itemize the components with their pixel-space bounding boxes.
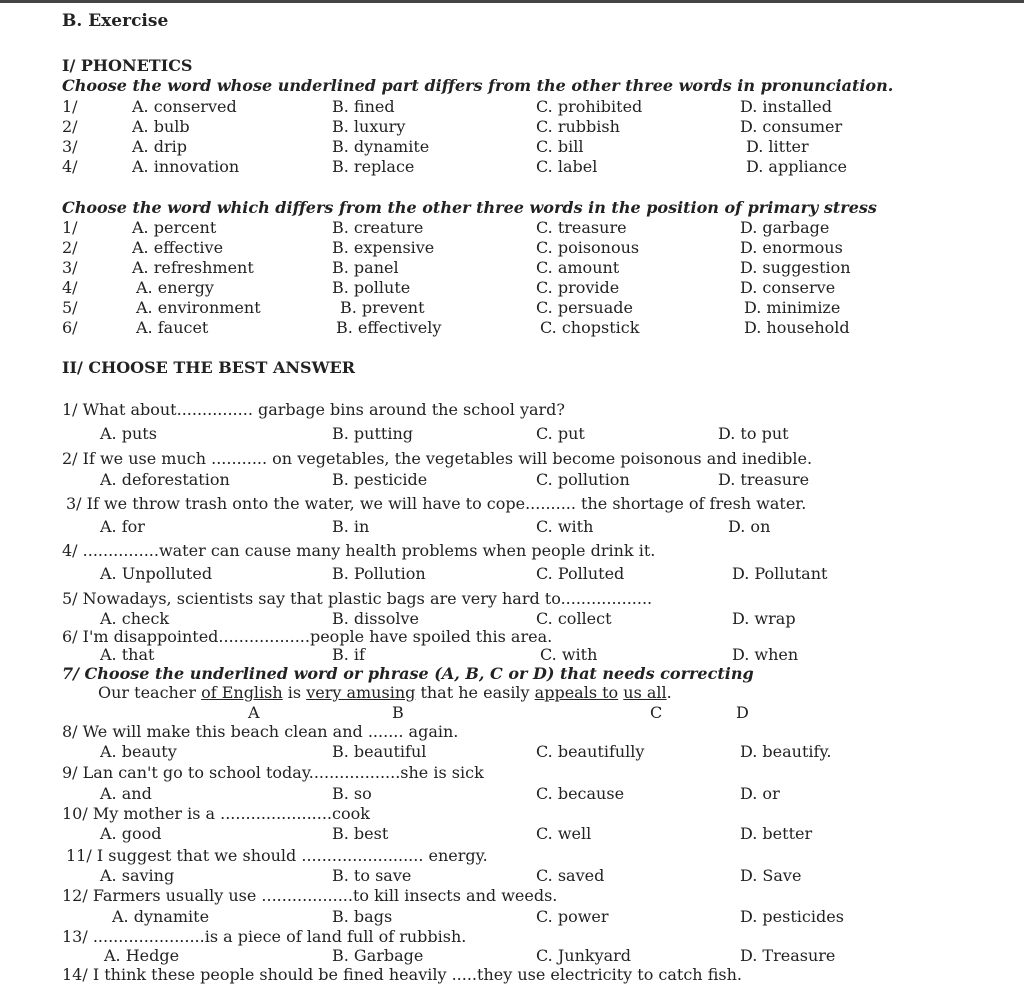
option-a: A. refreshment [132,258,254,277]
question-number: 6/ [62,318,78,337]
option-d: D. minimize [744,298,841,317]
question-text: 8/ We will make this beach clean and ....... again. [62,722,459,741]
q7-instruction: 7/ Choose the underlined word or phrase (A, B, C or D) that needs correcting [62,664,754,683]
option-b: B. panel [332,258,399,277]
option-a: A. effective [132,238,224,257]
option-b: B. to save [332,866,412,885]
question-text: 9/ Lan can't go to school today..................she is sick [62,763,484,782]
option-c: C. amount [536,258,620,277]
option-c: C. power [536,907,609,926]
option-b: B. dynamite [332,137,430,156]
option-b: B. prevent [340,298,425,317]
option-b: B. in [332,517,370,536]
option-a: A. and [100,784,152,803]
option-d: D. better [740,824,813,843]
option-a: A. saving [100,866,175,885]
question-number: 3/ [62,258,78,277]
option-d: D. Pollutant [732,564,828,583]
q7-letter-c: C [650,703,663,722]
option-d: D. when [732,645,799,664]
option-a: A. good [100,824,162,843]
question-text: 2/ If we use much ........... on vegetables, the vegetables will become poisonous and inedible. [62,449,813,468]
option-b: B. Pollution [332,564,426,583]
q7-letter-b: B [392,703,404,722]
question-text: 4/ ...............water can cause many health problems when people drink it. [62,541,656,560]
option-d: D. or [740,784,780,803]
option-a: A. Unpolluted [100,564,213,583]
option-b: B. replace [332,157,415,176]
question-text: 10/ My mother is a ......................cook [62,804,370,823]
option-c: C. beautifully [536,742,645,761]
question-number: 4/ [62,157,78,176]
option-d: D. to put [718,424,789,443]
option-d: D. treasure [718,470,810,489]
question-number: 2/ [62,117,78,136]
option-d: D. suggestion [740,258,851,277]
option-a: A. dynamite [112,907,210,926]
option-d: D. Save [740,866,802,885]
option-d: D. consumer [740,117,843,136]
option-a: A. Hedge [104,946,180,965]
option-c: C. Junkyard [536,946,632,965]
option-c: C. label [536,157,598,176]
option-c: C. because [536,784,625,803]
q7-text: . [666,683,672,702]
option-b: B. luxury [332,117,406,136]
question-number: 4/ [62,278,78,297]
option-b: B. bags [332,907,393,926]
q7-text: Our teacher [98,683,202,702]
option-d: D. household [744,318,850,337]
q7-underlined-c: appeals to [534,683,619,702]
question-text: 11/ I suggest that we should ........................ energy. [66,846,488,865]
question-text: 5/ Nowadays, scientists say that plastic bags are very hard to.................. [62,589,653,608]
question-text: 3/ If we throw trash onto the water, we will have to cope.......... the shortage of fresh water. [66,494,807,513]
option-d: D. pesticides [740,907,844,926]
option-c: C. with [536,517,594,536]
question-text: 12/ Farmers usually use ..................to kill insects and weeds. [62,886,558,905]
q7-text: that he easily [415,683,535,702]
option-a: A. faucet [136,318,209,337]
option-b: B. pollute [332,278,411,297]
option-b: B. if [332,645,365,664]
question-number: 5/ [62,298,78,317]
q7-sentence [98,683,672,702]
option-b: B. fined [332,97,395,116]
option-a: A. bulb [132,117,190,136]
option-c: C. poisonous [536,238,640,257]
question-text: 1/ What about............... garbage bins around the school yard? [62,400,565,419]
option-d: D. conserve [740,278,836,297]
option-a: A. environment [136,298,261,317]
option-a: A. deforestation [100,470,230,489]
option-d: D. litter [746,137,809,156]
option-b: B. beautiful [332,742,427,761]
option-d: D. installed [740,97,832,116]
option-c: C. chopstick [540,318,640,337]
q7-letter-a: A [248,703,260,722]
question-text: 14/ I think these people should be fined heavily .....they use electricity to catch fish. [62,965,742,984]
option-a: A. innovation [132,157,240,176]
q7-underlined-b: very amusing [306,683,416,702]
option-c: C. bill [536,137,584,156]
option-b: B. putting [332,424,413,443]
q7-letter-d: D [736,703,749,722]
option-d: D. wrap [732,609,796,628]
option-c: C. treasure [536,218,627,237]
option-a: A. that [100,645,155,664]
option-c: C. with [540,645,598,664]
q7-underlined-a: of English [201,683,283,702]
option-a: A. check [100,609,170,628]
phonetics-instruction-1: Choose the word whose underlined part differs from the other three words in pronunciation. [62,76,894,95]
option-a: A. drip [132,137,187,156]
option-d: D. Treasure [740,946,836,965]
q7-underlined-d: us all [623,683,667,702]
option-b: B. creature [332,218,424,237]
option-a: A. energy [136,278,214,297]
option-d: D. on [728,517,771,536]
question-number: 1/ [62,218,78,237]
option-c: C. Polluted [536,564,625,583]
question-text: 13/ ......................is a piece of land full of rubbish. [62,927,467,946]
option-c: C. saved [536,866,605,885]
option-c: C. prohibited [536,97,643,116]
top-border [0,0,1024,3]
option-a: A. beauty [100,742,177,761]
option-a: A. conserved [132,97,237,116]
option-c: C. well [536,824,592,843]
question-number: 2/ [62,238,78,257]
best-answer-title: II/ CHOOSE THE BEST ANSWER [62,358,356,377]
section-title: B. Exercise [62,11,169,31]
option-c: C. put [536,424,585,443]
phonetics-title: I/ PHONETICS [62,56,193,75]
option-a: A. puts [100,424,157,443]
question-text: 6/ I'm disappointed..................people have spoiled this area. [62,627,553,646]
option-a: A. percent [132,218,217,237]
option-b: B. best [332,824,389,843]
option-b: B. expensive [332,238,435,257]
option-d: D. garbage [740,218,830,237]
q7-text: is [282,683,307,702]
option-b: B. Garbage [332,946,424,965]
option-c: C. persuade [536,298,633,317]
phonetics-instruction-2: Choose the word which differs from the other three words in the position of primary stress [62,198,877,217]
question-number: 3/ [62,137,78,156]
question-number: 1/ [62,97,78,116]
option-b: B. dissolve [332,609,419,628]
option-a: A. for [100,517,145,536]
option-b: B. so [332,784,372,803]
option-b: B. effectively [336,318,442,337]
option-c: C. collect [536,609,612,628]
option-d: D. enormous [740,238,843,257]
option-b: B. pesticide [332,470,428,489]
option-d: D. beautify. [740,742,832,761]
option-c: C. pollution [536,470,630,489]
option-c: C. provide [536,278,620,297]
option-d: D. appliance [746,157,847,176]
option-c: C. rubbish [536,117,620,136]
